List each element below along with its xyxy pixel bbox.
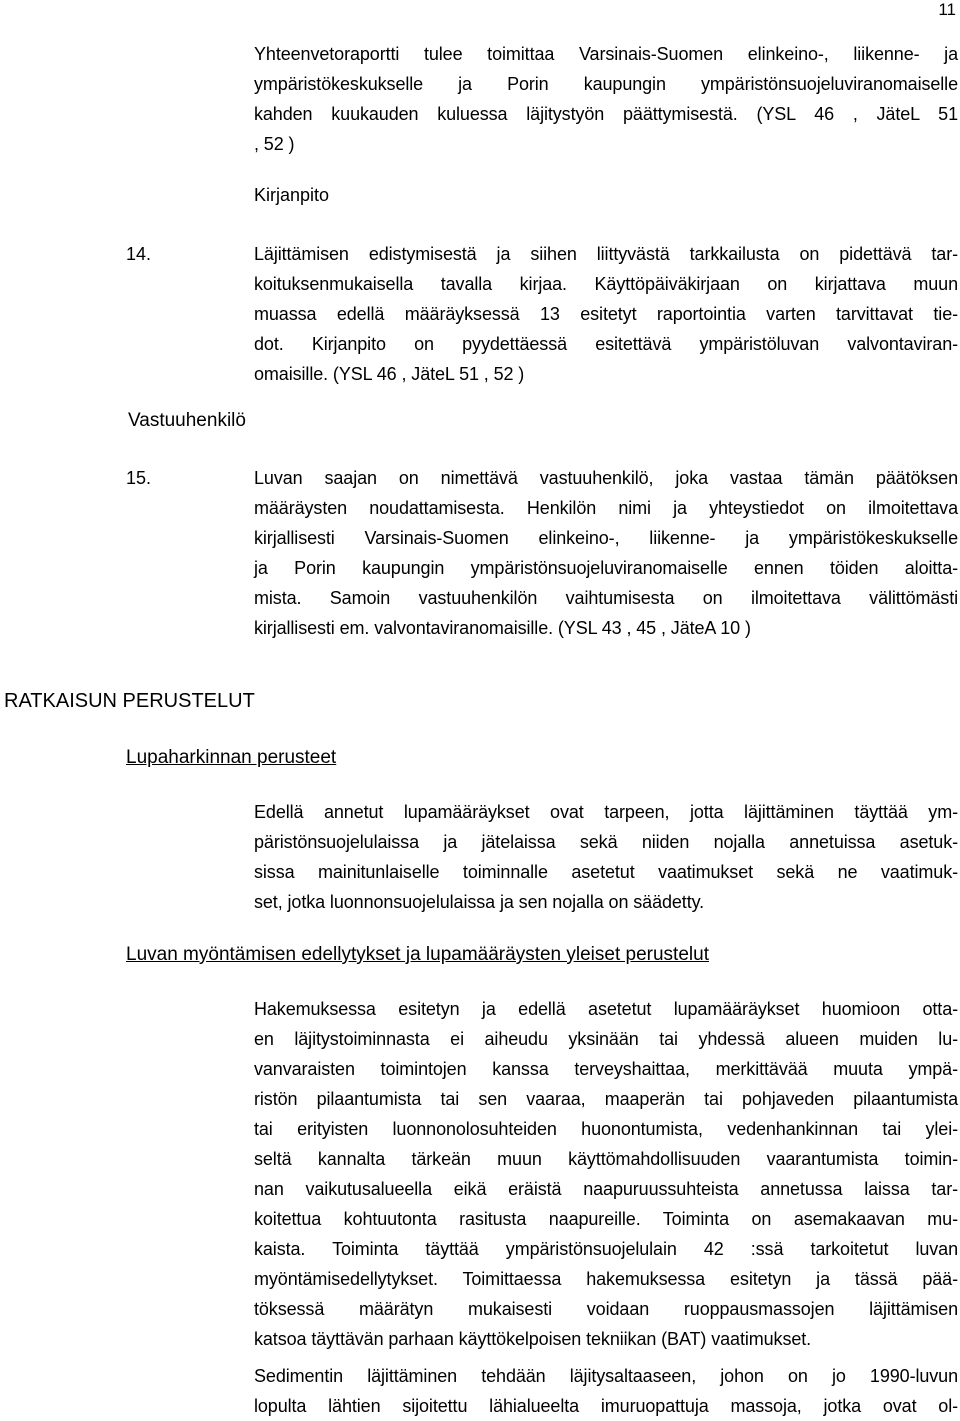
vastuuhenkilo-line: Luvan saajan on nimettävä vastuuhenkilö, joka vastaa tämän päätöksen — [254, 468, 958, 488]
edellytykset-line: katsoa täyttävän parhaan käyttökelpoisen tekniikan (BAT) vaatimukset. — [254, 1329, 812, 1349]
edellytykset-paragraph-2 — [254, 1361, 958, 1421]
kirjanpito-line: omaisille. (YSL 46 , JäteL 51 , 52 ) — [254, 364, 525, 384]
lupaharkinta-heading: Lupaharkinnan perusteet — [126, 747, 337, 768]
page-number: 11 — [938, 0, 956, 19]
kirjanpito-line: muassa edellä määräyksessä 13 esitetyt raportointia varten tarvittavat tie- — [254, 304, 958, 324]
vastuuhenkilo-paragraph — [254, 463, 958, 643]
lupaharkinta-line: Edellä annetut lupamääräykset ovat tarpeen, jotta läjittäminen täyttää ym- — [254, 802, 958, 822]
lupaharkinta-line: päristönsuojelulaissa ja jätelaissa sekä niiden nojalla annetuissa asetuk- — [254, 832, 958, 852]
edellytykset-line: myöntämisedellytykset. Toimittaessa hakemuksessa esitetyn ja tässä pää- — [254, 1269, 958, 1289]
lupaharkinta-line: sissa mainitunlaiselle toiminnalle asetetut vaatimukset sekä ne vaatimuk- — [254, 862, 958, 882]
vastuuhenkilo-line: kirjallisesti em. valvontaviranomaisille. (YSL 43 , 45 , JäteA 10 ) — [254, 618, 751, 638]
vastuuhenkilo-heading: Vastuuhenkilö — [128, 410, 246, 431]
edellytykset-line: Hakemuksessa esitetyn ja edellä asetetut lupamääräykset huomioon otta- — [254, 999, 958, 1019]
edellytykset-line: lopulta lähtien sijoitettu lähialueelta imuruopattuja massoja, jotka ovat ol- — [254, 1396, 958, 1416]
edellytykset-line: nan vaikutusalueella eikä eräistä naapuruussuhteista annetussa laissa tar- — [254, 1179, 958, 1199]
lupaharkinta-line: set, jotka luonnonsuojelulaissa ja sen nojalla on säädetty. — [254, 892, 705, 912]
intro-line: Yhteenvetoraportti tulee toimittaa Varsinais-Suomen elinkeino-, liikenne- ja — [254, 44, 958, 64]
section-heading-perustelut: RATKAISUN PERUSTELUT — [4, 690, 255, 712]
edellytykset-line: koitettua kohtuutonta rasitusta naapureille. Toiminta on asemakaavan mu- — [254, 1209, 958, 1229]
edellytykset-line: vanvaraisten toimintojen kanssa terveyshaittaa, merkittävää muuta ympä- — [254, 1059, 958, 1079]
edellytykset-line: seltä kannalta tärkeän muun käyttömahdollisuuden vaarantumista toimin- — [254, 1149, 958, 1169]
kirjanpito-line: koituksenmukaisella tavalla kirjaa. Käyttöpäiväkirjaan on kirjattava muun — [254, 274, 958, 294]
vastuuhenkilo-line: kirjallisesti Varsinais-Suomen elinkeino-, liikenne- ja ympäristökeskukselle — [254, 528, 958, 548]
lupaharkinta-paragraph — [254, 797, 958, 917]
kirjanpito-subheading: Kirjanpito — [254, 185, 330, 205]
edellytykset-line: en läjitystoiminnasta ei aiheudu yksinään tai yhdessä alueen muiden lu- — [254, 1029, 958, 1049]
kirjanpito-paragraph — [254, 239, 958, 389]
item-number-15: 15. — [126, 468, 152, 488]
kirjanpito-line: dot. Kirjanpito on pyydettäessä esitettävä ympäristöluvan valvontaviran- — [254, 334, 958, 354]
item-number-14: 14. — [126, 244, 152, 264]
intro-line: ympäristökeskukselle ja Porin kaupungin ympäristönsuojeluviranomaiselle — [254, 74, 958, 94]
vastuuhenkilo-line: määräysten noudattamisesta. Henkilön nimi ja yhteystiedot on ilmoitettava — [254, 498, 958, 518]
edellytykset-line: ristön pilaantumista tai sen vaaraa, maaperän tai pohjaveden pilaantumista — [254, 1089, 958, 1109]
edellytykset-line: Sedimentin läjittäminen tehdään läjitysaltaaseen, johon on jo 1990-luvun — [254, 1366, 958, 1386]
vastuuhenkilo-line: ja Porin kaupungin ympäristönsuojeluviranomaiselle ennen töiden aloitta- — [254, 558, 958, 578]
vastuuhenkilo-line: mista. Samoin vastuuhenkilön vaihtumisesta on ilmoitettava välittömästi — [254, 588, 958, 608]
edellytykset-paragraph — [254, 994, 958, 1354]
edellytykset-heading: Luvan myöntämisen edellytykset ja lupamääräysten yleiset perustelut — [126, 944, 709, 965]
kirjanpito-line: Läjittämisen edistymisestä ja siihen liittyvästä tarkkailusta on pidettävä tar- — [254, 244, 958, 264]
edellytykset-line: töksessä määrätyn mukaisesti voidaan ruoppausmassojen läjittämisen — [254, 1299, 958, 1319]
edellytykset-line: kaista. Toiminta täyttää ympäristönsuojelulain 42 :ssä tarkoitetut luvan — [254, 1239, 958, 1259]
intro-line: , 52 ) — [254, 134, 295, 154]
edellytykset-line: tai erityisten luonnonolosuhteiden huonontumista, vedenhankinnan tai ylei- — [254, 1119, 958, 1139]
intro-line: kahden kuukauden kuluessa läjitystyön päättymisestä. (YSL 46 , JäteL 51 — [254, 104, 958, 124]
intro-paragraph — [254, 39, 958, 159]
